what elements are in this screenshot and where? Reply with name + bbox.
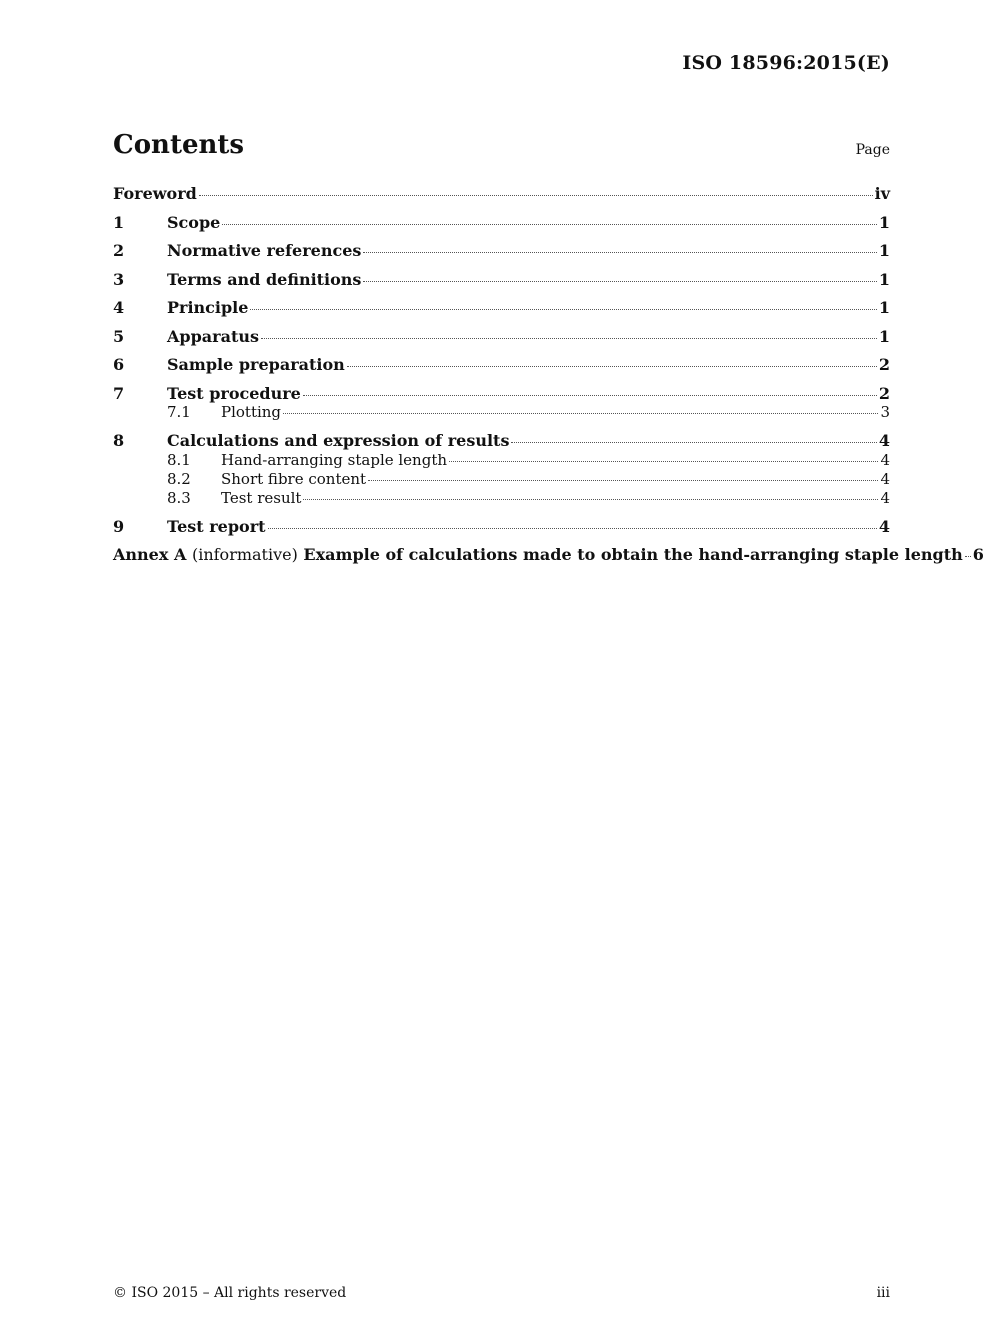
table-of-contents <box>113 184 984 574</box>
document-id: ISO 18596:2015(E) <box>682 52 890 74</box>
dot-leader <box>449 461 878 462</box>
toc-entry-number: 4 <box>113 298 125 317</box>
annex-kind: (informative) <box>191 545 298 564</box>
toc-entry-page: iv <box>874 184 890 203</box>
toc-entry-page: 1 <box>878 241 890 260</box>
toc-entry-number: 7.1 <box>167 403 191 421</box>
dot-leader <box>222 224 877 225</box>
dot-leader <box>965 556 971 557</box>
toc-entry-page: 6 <box>972 545 984 564</box>
toc-entry-1[interactable] <box>113 213 890 242</box>
toc-entry-label: Scope <box>167 212 221 232</box>
toc-entry-number: 5 <box>113 326 125 346</box>
toc-entry-3[interactable] <box>113 270 890 299</box>
page-number: iii <box>876 1285 890 1301</box>
toc-entry-label: Plotting <box>221 403 282 421</box>
toc-entry-4[interactable] <box>113 298 890 327</box>
toc-entry-page: 4 <box>878 431 890 450</box>
page-column-label: Page <box>855 142 890 158</box>
annex-reference: Annex A <box>113 545 187 564</box>
toc-entry-number: 9 <box>113 516 125 536</box>
toc-entry-page: 3 <box>880 403 890 421</box>
toc-entry-page: 2 <box>878 383 890 403</box>
toc-entry-number: 3 <box>113 269 125 289</box>
toc-entry-foreword[interactable] <box>113 184 890 213</box>
toc-entry-page: 1 <box>878 269 890 289</box>
dot-leader <box>303 499 878 500</box>
toc-entry-number: 8.2 <box>167 469 191 488</box>
contents-heading: Contents <box>113 130 245 160</box>
dot-leader <box>368 480 878 481</box>
toc-entry-page: 1 <box>878 298 890 317</box>
dot-leader <box>283 413 878 414</box>
dot-leader <box>303 395 877 396</box>
toc-entry-8-3[interactable] <box>113 489 890 508</box>
toc-entry-number: 6 <box>113 355 125 374</box>
toc-entry-number: 8.3 <box>167 488 191 507</box>
toc-entry-page: 4 <box>878 516 890 536</box>
toc-entry-label: Apparatus <box>167 326 259 346</box>
toc-entry-label: Test result <box>221 488 302 507</box>
toc-entry-8-1[interactable] <box>113 451 890 470</box>
toc-entry-label: Normative references <box>167 241 362 260</box>
toc-entry-label: Principle <box>167 298 249 317</box>
toc-entry-page: 4 <box>880 469 890 488</box>
toc-entry-number: 1 <box>113 212 125 232</box>
toc-entry-8-2[interactable] <box>113 470 890 489</box>
annex-title: Example of calculations made to obtain the hand-arranging staple length <box>303 545 963 564</box>
toc-entry-label: Terms and definitions <box>167 269 362 289</box>
toc-entry-label: Calculations and expression of results <box>167 431 510 450</box>
dot-leader <box>363 281 876 282</box>
toc-entry-label: Hand-arranging staple length <box>221 450 448 469</box>
annex-entry-text <box>113 545 963 564</box>
toc-entry-number: 2 <box>113 241 125 260</box>
toc-entry-label: Sample preparation <box>167 355 345 374</box>
dot-leader <box>511 442 876 443</box>
dot-leader <box>363 252 876 253</box>
dot-leader <box>347 366 877 367</box>
dot-leader <box>250 309 876 310</box>
toc-entry-annex-a[interactable] <box>113 545 984 574</box>
toc-entry-9[interactable] <box>113 517 890 546</box>
toc-entry-number: 7 <box>113 383 125 403</box>
copyright-notice: © ISO 2015 – All rights reserved <box>113 1285 347 1301</box>
dot-leader <box>261 338 877 339</box>
toc-entry-label: Short fibre content <box>221 469 367 488</box>
toc-entry-page: 1 <box>878 326 890 346</box>
toc-entry-page: 4 <box>880 450 890 469</box>
toc-entry-6[interactable] <box>113 355 890 384</box>
toc-entry-label: Test procedure <box>167 383 301 403</box>
toc-entry-page: 1 <box>878 212 890 232</box>
toc-entry-2[interactable] <box>113 241 890 270</box>
toc-entry-5[interactable] <box>113 327 890 356</box>
toc-entry-number: 8 <box>113 431 125 450</box>
toc-entry-page: 2 <box>878 355 890 374</box>
toc-entry-page: 4 <box>880 488 890 507</box>
dot-leader <box>199 195 873 196</box>
dot-leader <box>268 528 877 529</box>
toc-entry-label: Foreword <box>113 184 197 203</box>
toc-entry-7-1[interactable] <box>113 403 890 422</box>
toc-entry-number: 8.1 <box>167 450 191 469</box>
toc-entry-label: Test report <box>167 516 266 536</box>
